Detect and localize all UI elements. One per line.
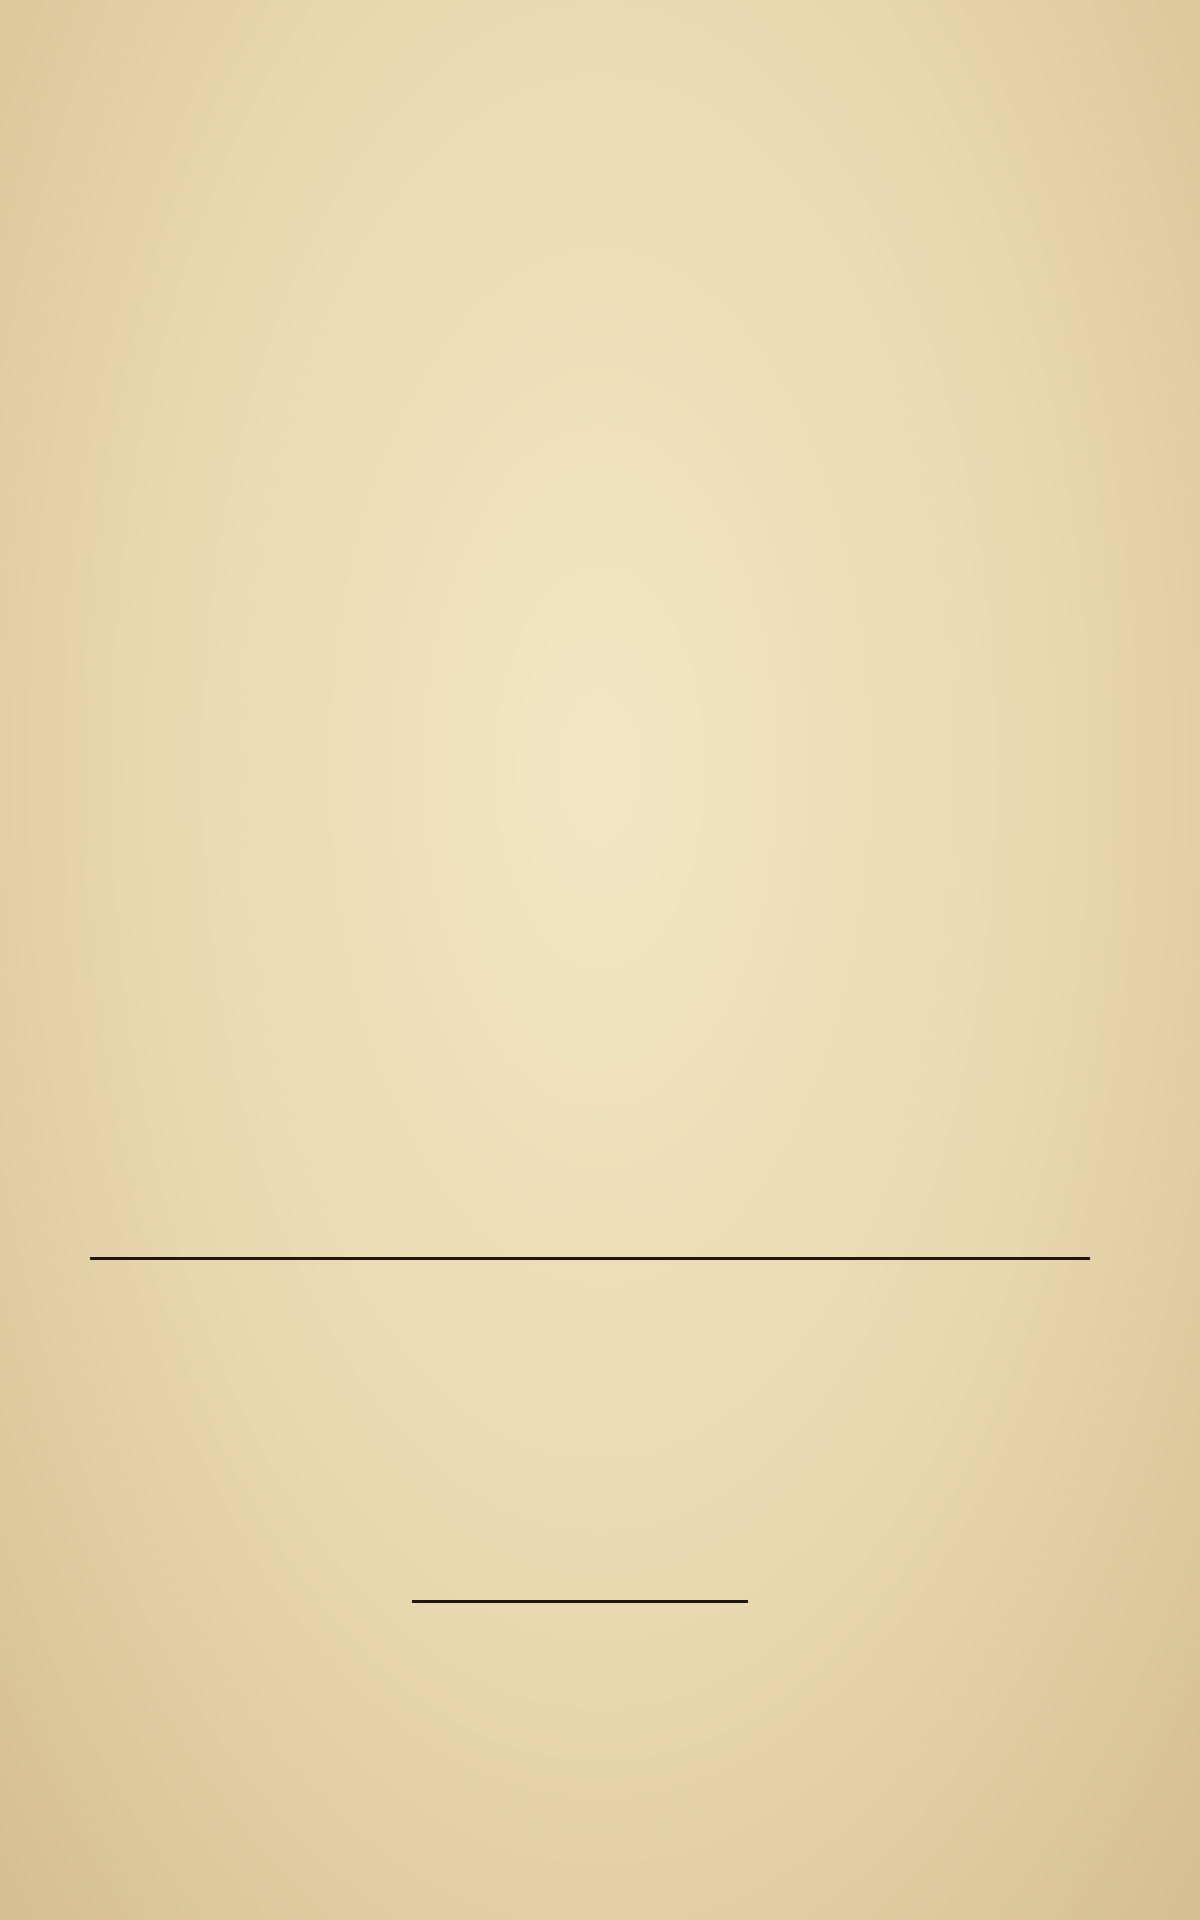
- title-page: [60, 130, 1100, 1670]
- fleuron-border-bottom: [0, 1686, 1200, 1804]
- left-ornament-border: [0, 118, 46, 1686]
- bottom-ornament-border: [0, 1686, 1200, 1804]
- divider-rule: [90, 1257, 1090, 1260]
- latin-quote: [126, 1303, 144, 1333]
- right-ornament-border: [1126, 118, 1200, 1686]
- date-rule: [412, 1600, 748, 1603]
- fleuron-border-right: [1126, 118, 1200, 1686]
- fleuron-border-left: [0, 118, 46, 1686]
- fleuron-border-top: [0, 0, 1200, 118]
- top-ornament-border: [0, 0, 1200, 118]
